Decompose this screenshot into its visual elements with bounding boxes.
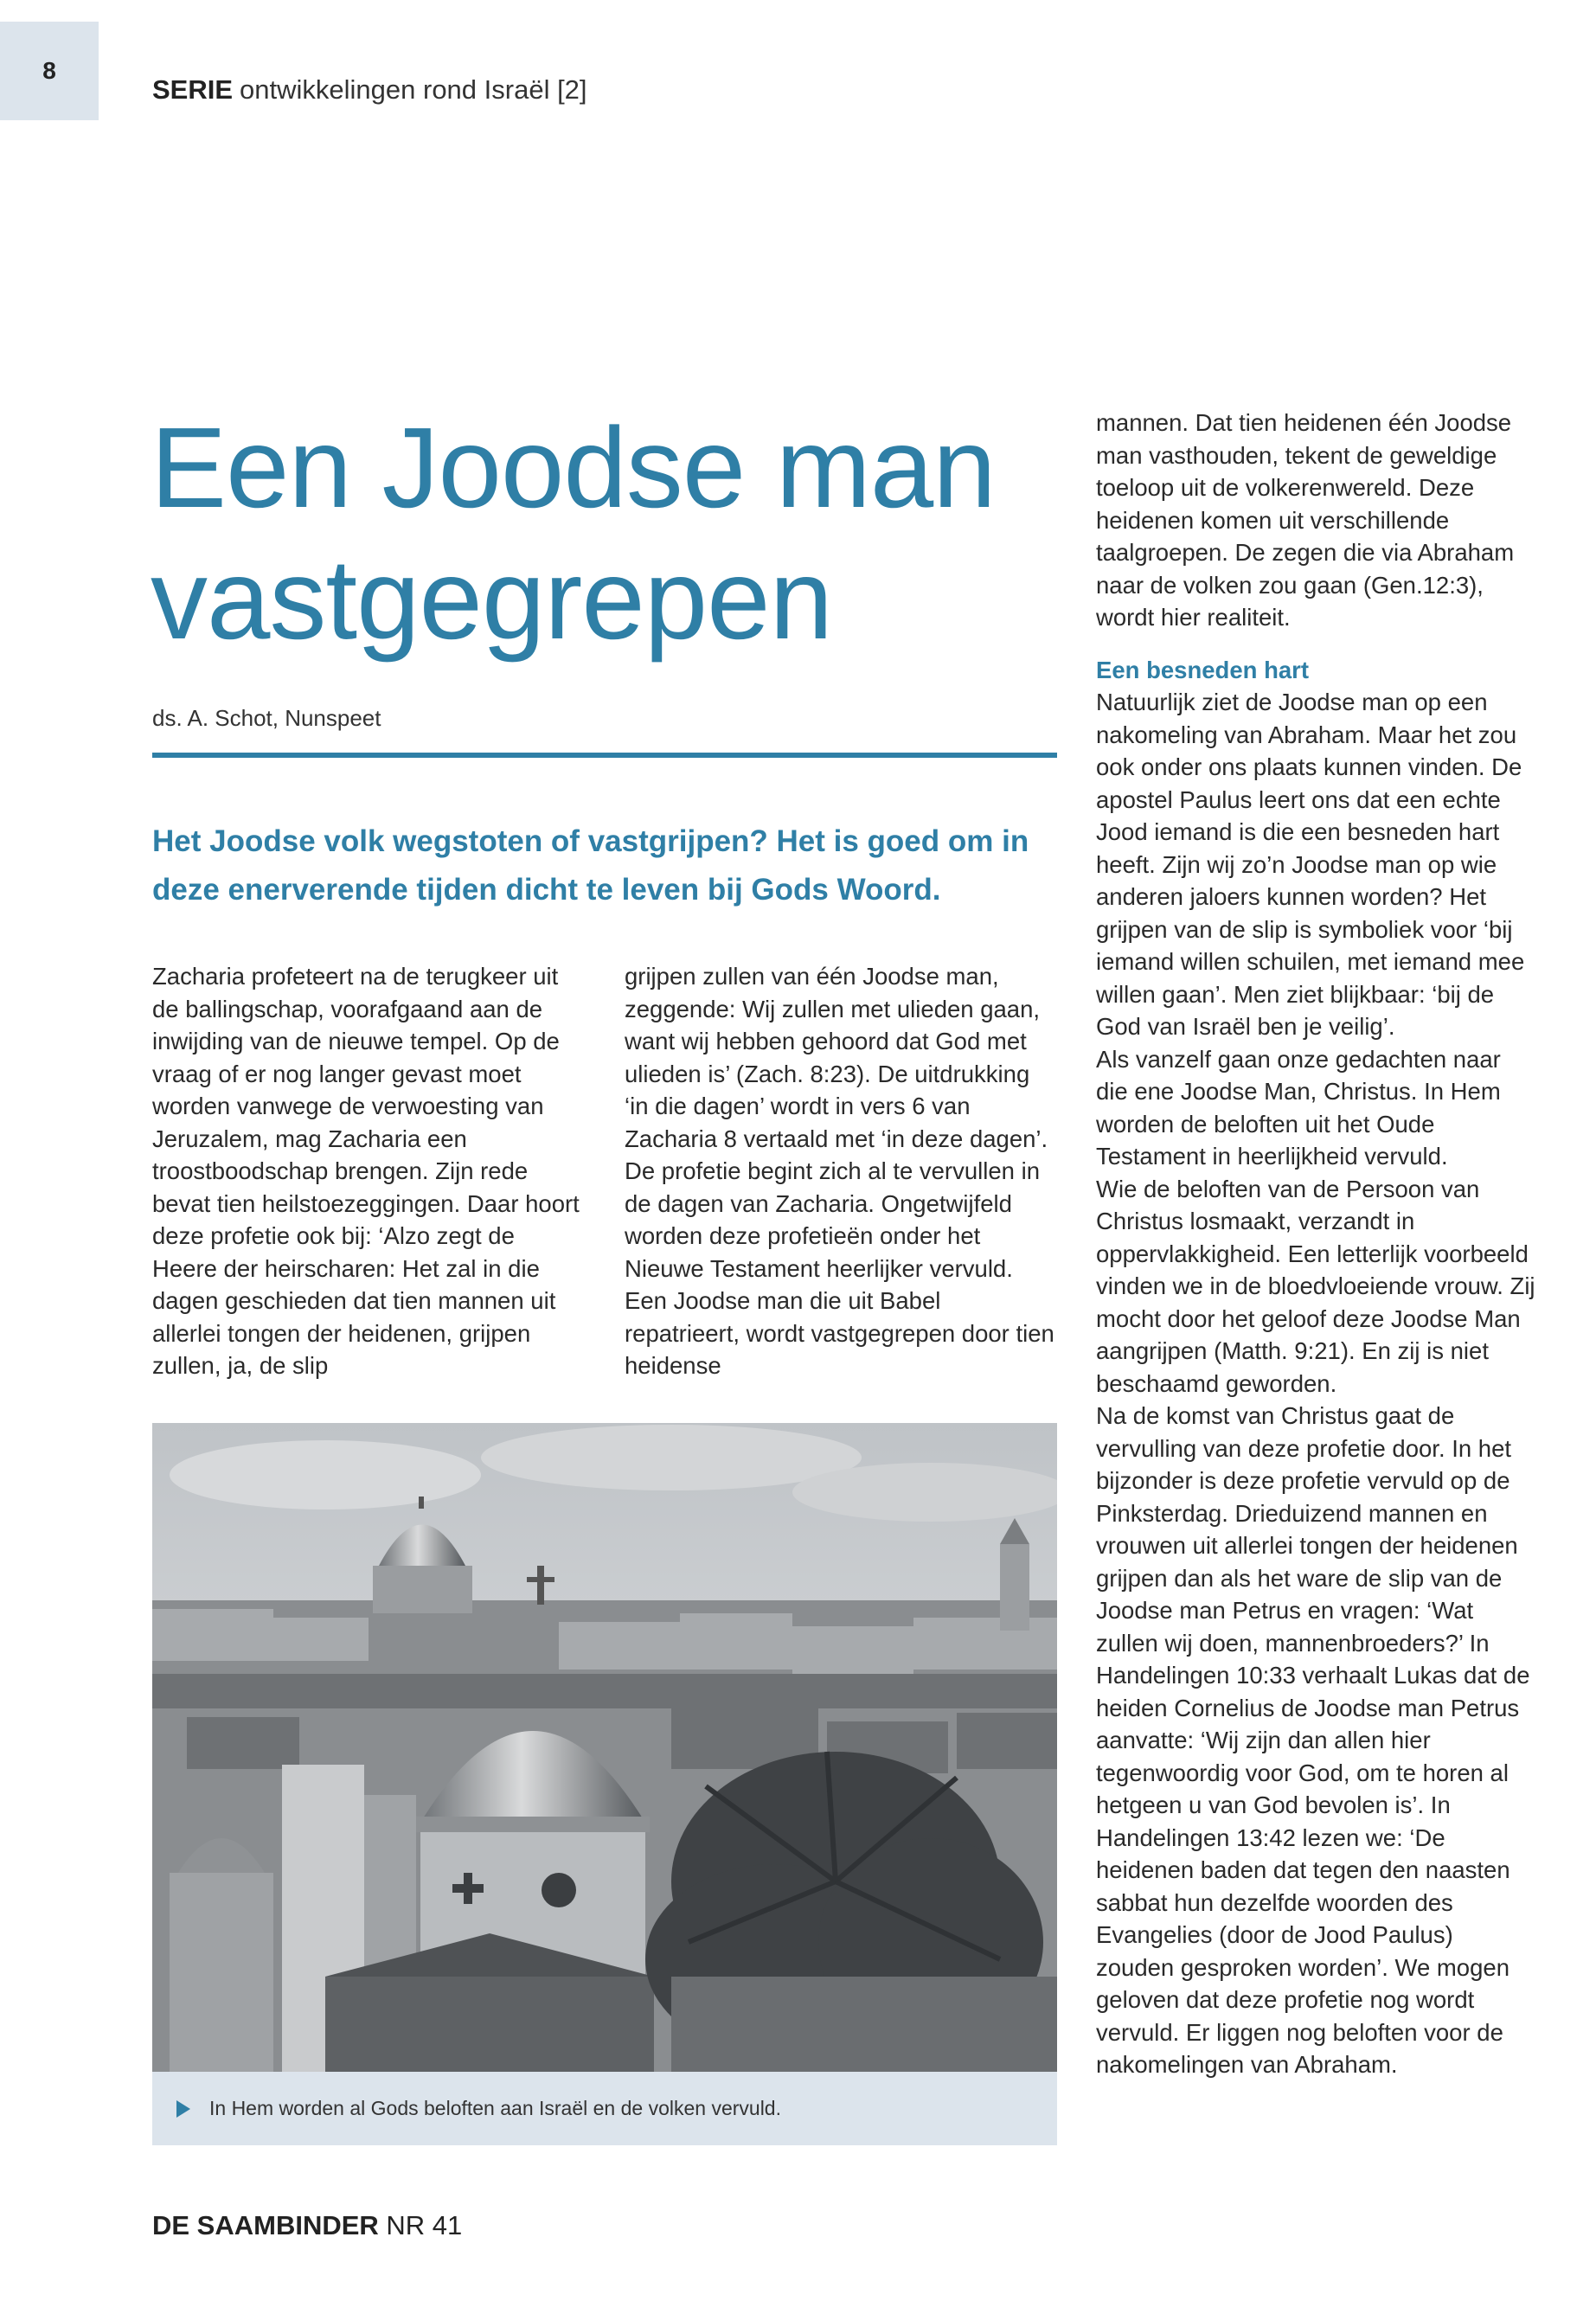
body-column-1: [152, 960, 585, 1382]
jerusalem-photo: [152, 1423, 1057, 2072]
magazine-name: DE SAAMBINDER: [152, 2210, 379, 2240]
title-line-2: vastgegrepen: [151, 535, 832, 663]
body-column-3: [1096, 407, 1537, 2081]
body-text-col3-p5: Na de komst van Christus gaat de vervulling van deze profetie door. In het bijzonder is deze profetie vervuld op de Pinksterdag. Drieduizend mannen en vrouwen uit allerlei tongen der heidenen grijpen dan als het ware de slip van de Joodse man Petrus en vragen: ‘Wat zullen wij doen, mannenbroeders?’ In Handelingen 10:33 verhaalt Lukas dat de heiden Cornelius de Joodse man Petrus aanvatte: ‘Wij zijn dan allen hier tegenwoordig voor God, om te horen al hetgeen u van God bevolen is’. In Handelingen 13:42 lezen we: ‘De heidenen baden dat tegen den naasten sabbat hun dezelfde woorden des Evangelies (door de Jood Paulus) zouden gesproken worden’. We mogen geloven dat deze profetie nog wordt vervuld. Er liggen nog beloften voor de nakomelingen van Abraham.: [1096, 1402, 1530, 2078]
caption-arrow-icon: [176, 2100, 190, 2118]
body-text-col3-p1: mannen. Dat tien heidenen één Joodse man vasthouden, tekent de geweldige toeloop uit de volkerenwereld. Deze heidenen komen uit verschillende taalgroepen. De zegen die via Abraham naar de volken zou gaan (Gen.12:3), wordt hier realiteit.: [1096, 409, 1515, 631]
photo-caption: In Hem worden al Gods beloften aan Israël en de volken vervuld.: [209, 2097, 781, 2119]
body-text-col3-p3: Als vanzelf gaan onze gedachten naar die ene Joodse Man, Christus. In Hem worden de beloften uit het Oude Testament in heerlijkheid vervuld.: [1096, 1045, 1501, 1170]
issue-number: NR 41: [386, 2210, 463, 2240]
serie-label: SERIE: [152, 74, 234, 105]
page-number: 8: [0, 22, 99, 120]
footer: [152, 2210, 462, 2241]
body-column-2: [625, 960, 1057, 1382]
article-title: [151, 402, 1067, 665]
photo-caption-bar: [152, 2072, 1057, 2145]
author-byline: ds. A. Schot, Nunspeet: [152, 705, 381, 731]
body-text-col2: grijpen zullen van één Joodse man, zeggende: Wij zullen met ulieden gaan, want wij hebben gehoord dat God met ulieden is’ (Zach. 8:23). De uitdrukking ‘in die dagen’ wordt in vers 6 van Zacharia 8 vertaald met ‘in deze dagen’. De profetie begint zich al te vervullen in de dagen van Zacharia. Ongetwijfeld worden deze profetieën onder het Nieuwe Testament heerlijker vervuld. Een Joodse man die uit Babel repatrieert, wordt vastgegrepen door tien heidense: [625, 963, 1054, 1379]
body-text-col3-p2: Natuurlijk ziet de Joodse man op een nakomeling van Abraham. Maar het zou ook onder ons plaats kunnen vinden. De apostel Paulus leert ons dat een echte Jood iemand is die een besneden hart heeft. Zijn wij zo’n Joodse man op wie anderen jaloers kunnen worden? Het grijpen van de slip is symboliek voor ‘bij iemand willen schuilen, met iemand mee willen gaan’. Men ziet blijkbaar: ‘bij de God van Israël ben je veilig’.: [1096, 689, 1525, 1040]
running-header: [152, 74, 587, 106]
body-text-col3-p4: Wie de beloften van de Persoon van Christus losmaakt, verzandt in oppervlakkigheid. Een letterlijk voorbeeld vinden we in de bloedvloeiende vrouw. Zij mocht door het geloof deze Joodse Man aangrijpen (Matth. 9:21). En zij is niet beschaamd geworden.: [1096, 1175, 1535, 1397]
title-divider: [152, 753, 1057, 758]
body-text-col1: Zacharia profeteert na de terugkeer uit de ballingschap, voorafgaand aan de inwijding van de nieuwe tempel. Op de vraag of er nog langer gevast moet worden vanwege de verwoesting van Jeruzalem, mag Zacharia een troostboodschap brengen. Zijn rede bevat tien heilstoezeggingen. Daar hoort deze profetie ook bij: ‘Alzo zegt de Heere der heirscharen: Het zal in die dagen geschieden dat tien mannen uit allerlei tongen der heidenen, grijpen zullen, ja, de slip: [152, 963, 580, 1379]
subheading: Een besneden hart: [1096, 656, 1310, 683]
lead-paragraph: Het Joodse volk wegstoten of vastgrijpen? Het is goed om in deze enerverende tijden dicht te leven bij Gods Woord.: [152, 824, 1029, 907]
serie-title: ontwikkelingen rond Israël [2]: [240, 74, 587, 105]
title-line-1: Een Joodse man: [151, 404, 996, 531]
